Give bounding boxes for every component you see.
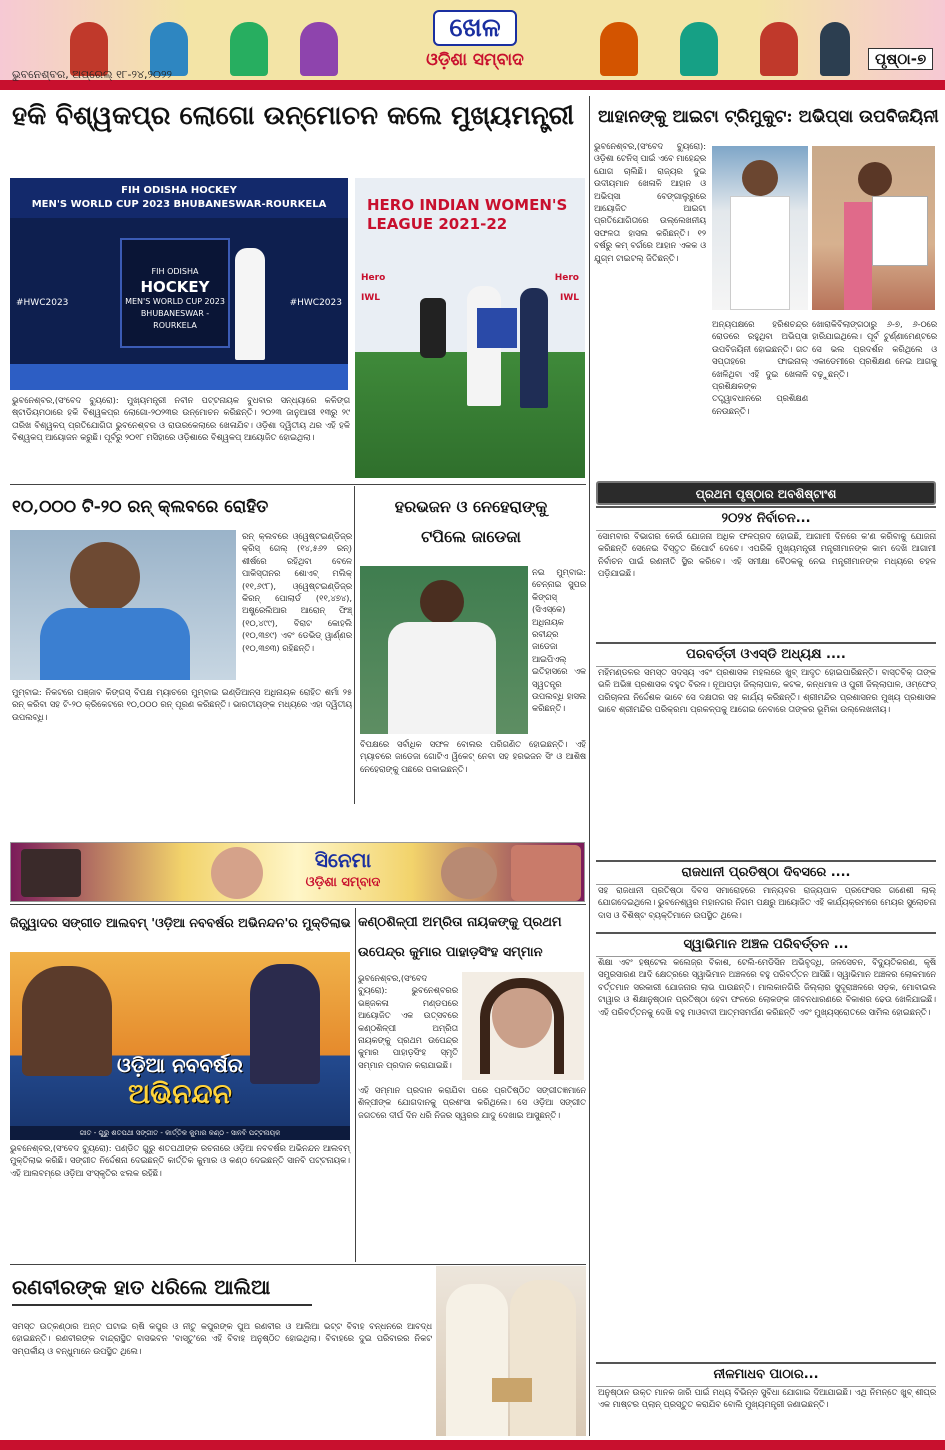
- page-number: ପୃଷ୍ଠା-୭: [868, 48, 933, 70]
- actress-photo: [211, 847, 263, 899]
- osd-heading: ପରବର୍ତ୍ତୀ ଓଏସ୍‌ଡି ଅଧ୍ୟକ୍ଷ ....: [596, 642, 936, 667]
- ahana-headline: ଆହାନଙ୍କୁ ଆଇଟା ଟ୍ରିମୁକୁଟ: ଅଭିପ୍ସା ଉପବିଜୟିନୀ: [598, 107, 939, 127]
- cinema-title: ସିନେମା: [314, 848, 372, 872]
- logo-line1: FIH ODISHA: [151, 267, 199, 276]
- jadeja-photo: [360, 566, 528, 734]
- wedding-photo: [436, 1266, 586, 1436]
- bottom-bar: [0, 1440, 945, 1450]
- ahana-photo: [712, 146, 808, 310]
- cinema-paper: ଓଡ଼ିଶା ସମ୍ବାଦ: [305, 875, 381, 890]
- basketball-player-icon: [680, 22, 718, 76]
- jadeja-text-1: ନଇ ମୁମ୍ବାଇ: ଚେନ୍ନାଇ ସୁପର କିଙ୍ଗସ୍ (ସିଏସ୍‌କେ) ଅଧିନାୟକ ରବୀନ୍ଦ୍ର ଜାଡେଜା ଆଇପିଏଲ୍ ଇତିହାସରେ ଏକ ସ୍ୱତନ୍ତ୍ର ଉପଲବ୍ଧି ହାସଲ କରିଛନ୍ତି।: [532, 567, 586, 714]
- actress-photo-2: [511, 845, 581, 901]
- banner-line2: MEN'S WORLD CUP 2023 BHUBANESWAR-ROURKELA: [31, 199, 327, 210]
- osd-text: ମହିମଣ୍ଡଳର ସମସ୍ତ ସଦସ୍ୟ ଏବଂ ପ୍ରଶାସକ ମହଲରେ ଖୁବ୍ ଆଦୃତ ହୋଇପାରିଛନ୍ତି। ବାସ୍ତବିକ୍ ତାଙ୍କ ଭଳି ଅଭିଜ୍ଞ ପ୍ରଶାସକ ବହୁତ ବିରଳ। ନୂଆପଡ଼ା ଜିଲ୍ଲାପାଳ, କଟକ, କନ୍ଧମାଳ ଓ ପୁରୀ ଜିଲ୍ଲାପାଳ, ଓମ୍ଫେଡ୍ ପରିଚାଳନା ନିର୍ଦ୍ଦେଶକ ଭାବେ ସେ ଦକ୍ଷତାର ସହ କାର୍ଯ୍ୟ କରିଛନ୍ତି। ଶ୍ରୀମନ୍ଦିର ପ୍ରଶାସନର ମୁଖ୍ୟ ପ୍ରଶାସକ ଭାବେ ଶ୍ରୀମନ୍ଦିର ପରିକ୍ରମା ପ୍ରକଳ୍ପକୁ ଆଗେଇ ନେବାରେ ତାଙ୍କର ଭୂମିକା ଉଲ୍ଲେଖନୀୟ।: [598, 667, 936, 715]
- nilamadhab-text: ଅନୁଷ୍ଠାନ ଉକ୍ତ ମାନକ ଜାରି ପାଇଁ ମଧ୍ୟ ବିଭିନ୍ନ ସୁବିଧା ଯୋଗାଇ ଦିଆଯାଇଛି। ଏଥି ନିମନ୍ତେ ଖୁବ୍ ଶୀଘ୍ର ଏକ ମାଷ୍ଟର ପ୍ଲାନ୍ ପ୍ରସ୍ତୁତ କରାଯିବ ବୋଲି ମୁଖ୍ୟମନ୍ତ୍ରୀ ଜଣାଇଛନ୍ତି।: [598, 1387, 936, 1410]
- election-text: ସୋମବାର ବିଭାଗର କେଉଁ ଯୋଜନା ଅଧିକ ଫଳପ୍ରଦ ହୋଇଛି, ଆଗାମୀ ଦିନରେ କ'ଣ କରିବାକୁ ଯୋଜନା କରିଛନ୍ତି ସେନେଇ ବିସ୍ତୃତ ରିପୋର୍ଟ ଦେବେ। ଏପରିକି ମୁଖ୍ୟମନ୍ତ୍ରୀ ମନ୍ତ୍ରୀମାନଙ୍କ କାମ ଦେଖି ଆଗାମୀ ନିର୍ବାଚନ ପାଇଁ ରଣନୀତି ସ୍ଥିର କରିବେ। ଏହି ସମୀକ୍ଷା ବୈଠକକୁ ନେଇ ମନ୍ତ୍ରୀମାନଙ୍କ ମଧ୍ୟରେ ଚହଳ ପଡ଼ିଯାଇଛି।: [598, 531, 936, 579]
- runner-icon: [300, 22, 338, 76]
- actor-photo: [441, 847, 497, 899]
- amrita-text-2: ଏହି ସମ୍ମାନ ପ୍ରଦାନ କରାଯିବା ପରେ ପ୍ରତିଷ୍ଠିତ ସଙ୍ଗୀତଜ୍ଞମାନେ ଶିଳ୍ପୀଙ୍କ ଯୋଗଦାନକୁ ପ୍ରଶଂସା କରିଥିଲେ। ସେ ଓଡ଼ିଆ ସଙ୍ଗୀତ ଜଗତରେ ଦୀର୍ଘ ଦିନ ଧରି ନିଜର ସ୍ୱରର ଯାଦୁ ଦେଖାଇ ଆସୁଛନ୍ତି।: [358, 1085, 586, 1120]
- amrita-photo: [462, 972, 584, 1080]
- league-title-line1: HERO INDIAN WOMEN'S: [367, 196, 568, 214]
- chief-minister-figure: [235, 248, 265, 360]
- cyclist-icon: [820, 22, 850, 76]
- jadeja-headline: [356, 492, 586, 552]
- paper-brand: [395, 10, 555, 78]
- swabhiman-text: ଶିକ୍ଷା ଏବଂ ହଷ୍ଟେଲ କଲେଜ୍‌ର ବିକାଶ, ଟେଲି-ମେଡିସିନ ଅଭିବୃଦ୍ଧି, ଜଳସେଚନ, ବିଦ୍ୟୁତିକରଣ, କୃଷି ସମ୍ପ୍ରସାରଣ ଆଦି କ୍ଷେତ୍ରରେ ସ୍ୱାଭିମାନ ଅଞ୍ଚଳରେ ବହୁ ପରିବର୍ତ୍ତନ ଆସିଛି। ସ୍ୱାଭିମାନ ଅଞ୍ଚଳର ଲୋକମାନେ ବର୍ତ୍ତମାନ ସରକାରୀ ଯୋଜନାର ଲାଭ ପାଉଛନ୍ତି। ମାଲକାନଗିରି ଜିଲ୍ଲାର ସୁଦୂରାଞ୍ଚଳରେ ସଡ଼କ, ମୋବାଇଲ ଟାୱାର ଓ ଶିକ୍ଷାନୁଷ୍ଠାନ ପ୍ରତିଷ୍ଠା ହେବା ଫଳରେ ଲୋକଙ୍କ ଜୀବନଧାରଣରେ ବିକାଶର ଢେଉ ଖେଳିଯାଇଛି। ଏହି ପରିବର୍ତ୍ତନକୁ ଦେଖି ବହୁ ମାଓବାଦୀ ଆତ୍ମସମର୍ପଣ କରିଛନ୍ତି ଏବଂ ମୁଖ୍ୟସ୍ରୋତରେ ସାମିଲ ହୋଇଛନ୍ତି।: [598, 957, 936, 1017]
- section-title: ଖେଳ: [433, 10, 516, 46]
- continued-band: ପ୍ରଥମ ପୃଷ୍ଠାର ଅବଶିଷ୍ଟାଂଶ: [596, 481, 936, 505]
- album-text: ଭୁବନେଶ୍ବର,(ସଂବେଦ ବ୍ୟୁରୋ): ପଣ୍ଡିତ ଗୁରୁ ଶତପଥୀଙ୍କ ରଚନାରେ ଓଡ଼ିଆ ନବବର୍ଷର ଅଭିନନ୍ଦନ ଆଲବମ୍ ମୁକ୍ତିଲାଭ କରିଛି। ସଙ୍ଗୀତ ନିର୍ଦ୍ଦେଶନା ଦେଇଛନ୍ତି କାର୍ତ୍ତିକ କୁମାର ଓ କଣ୍ଠ ଦେଇଛନ୍ତି ସାନବି ପଟ୍ଟନାୟକ। ଏହି ଆଲବମ୍‌ରେ ଓଡ଼ିଆ ସଂସ୍କୃତିର ଝଲକ ରହିଛି।: [10, 1143, 350, 1178]
- tennis-player-icon: [600, 22, 638, 76]
- sponsor-right: Hero: [554, 273, 579, 283]
- iwl-right: IWL: [559, 293, 579, 303]
- hockey-logo-photo: [10, 178, 348, 390]
- rohit-text-2: ମୁମ୍ବାଇ: ନିକଟରେ ପଞ୍ଜାବ କିଙ୍ଗସ୍ ବିପକ୍ଷ ମ୍ୟାଚରେ ମୁମ୍ବାଇ ଇଣ୍ଡିଆନ୍ସ ଅଧିନାୟକ ରୋହିତ ଶର୍ମା ୨୫ ରନ୍ କରିବା ସହ ଟି-୨୦ କ୍ରିକେଟରେ ୧୦,୦୦୦ ରନ୍ ପୂରଣ କରିଛନ୍ତି। ଭାରତୀୟଙ୍କ ମଧ୍ୟରେ ଏହା ଦ୍ୱିତୀୟ ଉପଲବ୍ଧି।: [12, 687, 352, 722]
- logo-line2: HOCKEY: [140, 278, 210, 296]
- amrita-text-1: ଭୁବନେଶ୍ବର,(ସଂବେଦ ବ୍ୟୁରୋ): ଭୁବନେଶ୍ବରର ଭଞ୍ଜକଳା ମଣ୍ଡପରେ ଆୟୋଜିତ ଏକ ଉତ୍ସବରେ କଣ୍ଠଶିଳ୍ପୀ ଅମ୍ରିତା ନାୟକଙ୍କୁ ପ୍ରଥମ ଉପେନ୍ଦ୍ର କୁମାର ପାହାଡ଼ସିଂହ ସ୍ମୃତି ସମ୍ମାନ ପ୍ରଦାନ କରାଯାଇଛି।: [358, 973, 458, 1070]
- cinema-band: [10, 842, 585, 902]
- ahana-text-2: ଅନ୍ୟପକ୍ଷରେ ହରିଶଚନ୍ଦ୍ର ରୋଡରେ ରହୁଥିବା ଅଭିପ୍ସା ଉପବିଜୟିନୀ ହୋଇଛନ୍ତି। ଗତ ସପ୍ତାହରେ ଫାଇନାଲ୍ ଖେଳିଥିବା ଏହି ଦୁଇ ଖେଳାଳି ପ୍ରଶିକ୍ଷକଙ୍କ ତତ୍ତ୍ୱାବଧାନରେ ପ୍ରଶିକ୍ଷଣ ନେଉଛନ୍ତି।: [712, 319, 808, 416]
- row-divider-3: [10, 1264, 586, 1265]
- jadeja-text-2: ବିପକ୍ଷରେ ସର୍ବାଧିକ ସଫଳ ବୋଲର ପରିଗଣିତ ହୋଇଛନ୍ତି। ଏହି ମ୍ୟାଚରେ ଜାଡେଜା ଗୋଟିଏ ୱିକେଟ୍ ନେବା ସହ ହରଭଜନ ସିଂ ଓ ଆଶିଷ ନେହେରାଙ୍କୁ ପଛରେ ପକାଇଛନ୍ତି।: [360, 739, 586, 774]
- hashtag-left: #HWC2023: [16, 298, 69, 308]
- column-divider: [589, 96, 590, 1436]
- dateline: ଭୁବନେଶ୍ବର, ଅପ୍ରେଲ୍ ୧୮-୨୪,୨୦୨୨: [12, 68, 172, 81]
- ahana-text-1: ଭୁବନେଶ୍ବର,(ସଂବେଦ ବ୍ୟୁରୋ): ଓଡ଼ିଶା ଟେନିସ୍ ପାଇଁ ଏବେ ମାହେନ୍ଦ୍ର ଯୋଗ ଚାଲିଛି। ରାଜ୍ୟର ଦୁଇ ଉଦୀୟମାନ ଖେଳାଳି ଆହାନ ଓ ଅଭିପ୍ସା ବେଙ୍ଗାଲୁରୁରେ ଆୟୋଜିତ ଆଇଟା ପ୍ରତିଯୋଗିତାରେ ଉଲ୍ଲେଖନୀୟ ସଫଳତା ହାସଲ କରିଛନ୍ତି। ୧୨ ବର୍ଷରୁ କମ୍ ବର୍ଗରେ ଆହାନ ଏକକ ଓ ଯୁଗ୍ମ ଟାଇଟଲ୍ ଜିତିଛନ୍ତି।: [594, 141, 706, 263]
- amrita-headline: କଣ୍ଠଶିଳ୍ପୀ ଅମ୍ରିତା ନାୟକଙ୍କୁ ପ୍ରଥମ ଉପେନ୍ଦ୍ର କୁମାର ପାହାଡ଼ସିଂହ ସମ୍ମାନ: [358, 915, 562, 960]
- ahana-text-3: ଖୋରାକିବିଲାଙ୍ଗଠାରୁ ୬-୭, ୬-୦ରେ ହାରିଯାଇଥିଲେ। ପୂର୍ବ ଟୁର୍ଣ୍ଣାମେଣ୍ଟରେ ସେ ଭଲ ପ୍ରଦର୍ଶନ କରିଥିଲେ ଓ ଏକାଡେମୀରେ ପ୍ରଶିକ୍ଷଣ ନେଇ ଆଗକୁ ବଢ଼ୁଛନ୍ତି।: [812, 319, 937, 379]
- election-heading: ୨୦୨୪ ନିର୍ବାଚନ...: [596, 506, 936, 531]
- swabhiman-heading: ସ୍ୱାଭିମାନ ଅଞ୍ଚଳ ପରିବର୍ତ୍ତନ ...: [596, 932, 936, 957]
- rohit-text-1: ରନ୍ କ୍ଲବରେ ଓ୍ୱେଷ୍ଟଇଣ୍ଡିଜ୍‌ର କ୍ରିସ୍ ଗେଲ୍ (୧୪,୫୬୨ ରନ୍) ଶୀର୍ଷରେ ରହିଥିବା ବେଳେ ପାକିସ୍ତାନର ଶୋଏବ୍ ମଲିକ୍ (୧୧,୬୯୮), ଓ୍ୱେଷ୍ଟଇଣ୍ଡିଜ୍‌ର କିରନ୍ ପୋଲାର୍ଡ (୧୧,୪୭୪), ଅଷ୍ଟ୍ରେଲିଆର ଆରୋନ୍ ଫିଞ୍ଚ୍ (୧୦,୪୯୯), ବିରାଟ କୋହଲି (୧୦,୩୭୯) ଏବଂ ଡେଭିଡ୍ ୱାର୍ଣ୍ଣର (୧୦,୩୭୩) ରହିଛନ୍ତି।: [242, 531, 352, 653]
- nilamadhab-heading: ନୀଳମାଧବ ପାଠାର...: [596, 1362, 936, 1387]
- iwl-left: IWL: [361, 293, 381, 303]
- alia-headline: ରଣବୀରଙ୍କ ହାତ ଧରିଲେ ଆଲିଆ: [12, 1270, 312, 1306]
- album-headline: ଜିନ୍ସ୍ୱାଦର ସଙ୍ଗୀତ ଆଲବମ୍ 'ଓଡ଼ିଆ ନବବର୍ଷର ଅଭିନନ୍ଦନ'ର ମୁକ୍ତିଲାଭ: [10, 915, 351, 930]
- rohit-headline: ୧୦,୦୦୦ ଟି-୨୦ ରନ୍ କ୍ଲବରେ ରୋହିତ: [12, 497, 269, 517]
- capital-heading: ରାଜଧାନୀ ପ୍ରତିଷ୍ଠା ଦିବସରେ ....: [596, 860, 936, 885]
- poster-title-1: ଓଡ଼ିଆ ନବବର୍ଷର: [117, 1053, 243, 1077]
- album-poster: [10, 952, 350, 1140]
- trophy: [420, 298, 446, 358]
- album-divider: [355, 908, 356, 1262]
- sponsor-left: Hero: [361, 273, 386, 283]
- jersey: [477, 308, 517, 348]
- rohit-divider: [354, 486, 355, 804]
- logo-line3: MEN'S WORLD CUP 2023: [125, 297, 225, 306]
- row-divider-2: [10, 904, 586, 905]
- womens-league-photo: [355, 178, 585, 478]
- jadeja-headline-2: ଟପିଲେ ଜାଡେଜା: [421, 527, 521, 546]
- official-figure: [520, 288, 548, 408]
- logo-line4: BHUBANESWAR - ROURKELA: [140, 309, 210, 330]
- jadeja-headline-1: ହରଭଜନ ଓ ନେହେରାଙ୍କୁ: [394, 497, 548, 516]
- abhipsa-photo: [812, 146, 935, 310]
- paper-name: ଓଡ଼ିଶା ସମ୍ବାଦ: [426, 50, 524, 70]
- row-divider-1: [10, 484, 586, 485]
- film-reel-icon: [21, 849, 81, 897]
- capital-text: ସହ ରାଜଧାନୀ ପ୍ରତିଷ୍ଠା ଦିବସ ସମାରୋହରେ ମାନ୍ୟବର ରାଜ୍ୟପାଳ ପ୍ରଫେସର ଗଣେଶୀ ଲାଲ୍ ଯୋଗଦେଇଥିଲେ। ଭୁବନେଶ୍ୱର ମହାନଗର ନିଗମ ପକ୍ଷରୁ ଆୟୋଜିତ ଏହି କାର୍ଯ୍ୟକ୍ରମରେ ମେୟର ସୁଲୋଚନା ଦାସ ଓ ବିଶିଷ୍ଟ ବ୍ୟକ୍ତିମାନେ ଉପସ୍ଥିତ ଥିଲେ।: [598, 885, 936, 920]
- league-title-line2: LEAGUE 2021-22: [367, 215, 508, 233]
- rohit-photo: [10, 530, 236, 680]
- banner-line1: FIH ODISHA HOCKEY: [121, 185, 237, 196]
- album-credits: ଗୀତ - ଗୁରୁ ଶତପଥୀ ସଙ୍ଗୀତ - କାର୍ତ୍ତିକ କୁମାର କଣ୍ଠ - ସାନବି ପଟ୍ଟନାୟକ: [10, 1126, 350, 1140]
- hockey-headline: ହକି ବିଶ୍ୱକପ୍‌ର ଲୋଗୋ ଉନ୍ମୋଚନ କଲେ ମୁଖ୍ୟମନ୍ତ୍ରୀ: [12, 101, 575, 131]
- hockey-article-text: ଭୁବନେଶ୍ବର,(ସଂବେଦ ବ୍ୟୁରୋ): ମୁଖ୍ୟମନ୍ତ୍ରୀ ନବୀନ ପଟ୍ଟନାୟକ ବୁଧବାର ସନ୍ଧ୍ୟାରେ କଳିଙ୍ଗ ଷ୍ଟାଡିୟମଠାରେ ହକି ବିଶ୍ୱକପ୍‌ର ଲୋଗୋ-୨୦୨୩ର ଉନ୍ମୋଚନ କରିଛନ୍ତି। ୨୦୨୩ ଜାନୁଆରୀ ୧୩ରୁ ୨୯ ତାରିଖ ବିଶ୍ୱକପ୍ ପ୍ରତିଯୋଗିତା ଭୁବନେଶ୍ବର ଓ ରାଉରକେଲାରେ ଖେଳାଯିବ। ଓଡ଼ିଶା ଦ୍ୱିତୀୟ ଥର ଏହି ହକି ବିଶ୍ୱକପ୍ ଆୟୋଜନ କରୁଛି। ପୂର୍ବରୁ ୨୦୧୮ ମସିହାରେ ଓଡ଼ିଶାରେ ବିଶ୍ୱକପ୍ ଆୟୋଜିତ ହୋଇଥିଲା।: [12, 395, 350, 443]
- hockey-player-icon: [230, 22, 268, 76]
- boxer-icon: [760, 22, 798, 76]
- alia-text: ସମସ୍ତ ଉତ୍କଣ୍ଠାର ଅନ୍ତ ଘଟାଇ ଋଷି କପୁର ଓ ନୀତୁ କପୁରଙ୍କ ପୁଅ ରଣବୀର ଓ ଆଲିଆ ଭଟ୍ଟ ବିବାହ ବନ୍ଧନରେ ଆବଦ୍ଧ ହୋଇଛନ୍ତି। ରଣବୀରଙ୍କ ବାନ୍ଦ୍ରାସ୍ଥିତ ବାସଭବନ 'ବାସ୍ତୁ'ରେ ଏହି ବିବାହ ଅନୁଷ୍ଠିତ ହୋଇଥିଲା। ବିବାହରେ ଦୁଇ ପରିବାରର ନିକଟ ସମ୍ପର୍କୀୟ ଓ ବନ୍ଧୁମାନେ ଉପସ୍ଥିତ ଥିଲେ।: [12, 1321, 432, 1356]
- hashtag-right: #HWC2023: [289, 298, 342, 308]
- poster-title-2: ଅଭିନନ୍ଦନ: [128, 1077, 232, 1110]
